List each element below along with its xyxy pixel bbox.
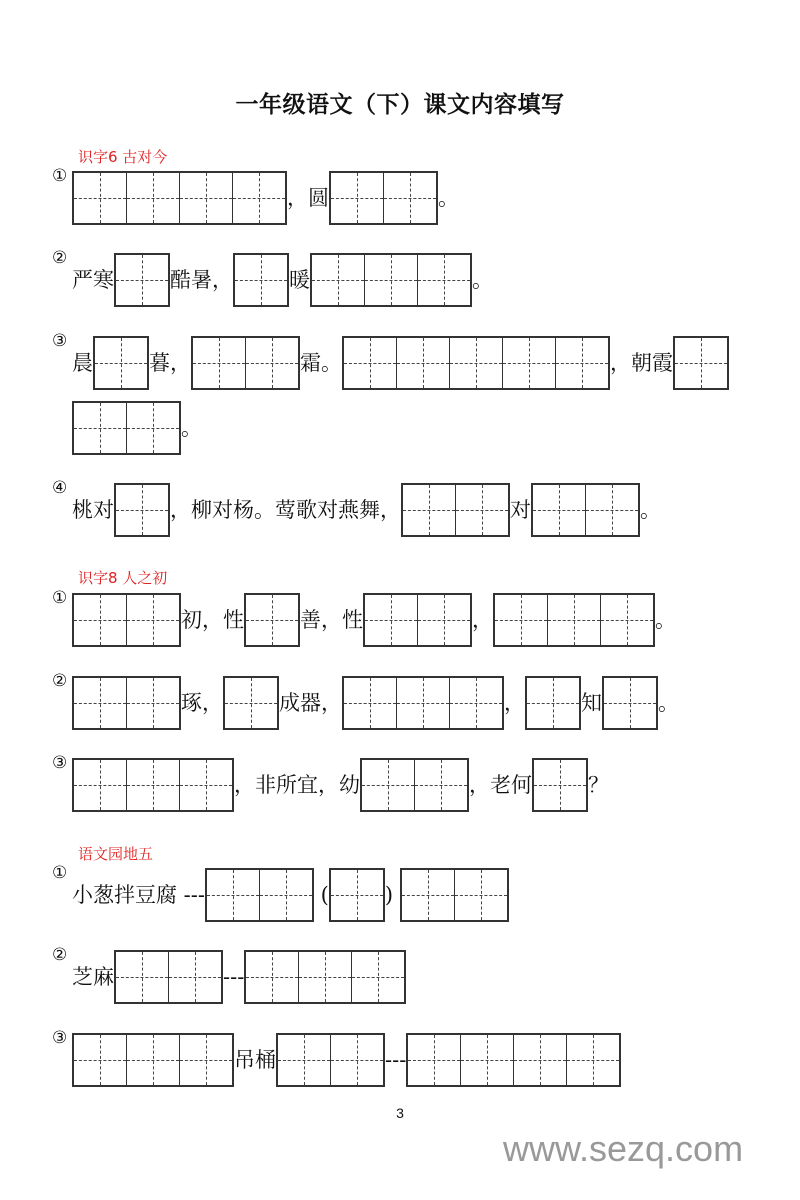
tianzige-cell[interactable] (408, 1035, 460, 1085)
tianzige-cell[interactable] (601, 595, 653, 645)
tianzige-cell[interactable] (246, 338, 298, 388)
tianzige-cell[interactable] (127, 173, 179, 223)
prompt-text: ，非所宜，幼 (234, 773, 360, 797)
prompt-text: 暮， (149, 351, 191, 375)
tianzige-cell[interactable] (397, 678, 449, 728)
page-title: 一年级语文（下）课文内容填写 (235, 92, 565, 118)
tianzige-cell[interactable] (127, 1035, 179, 1085)
tianzige-cell[interactable] (116, 952, 168, 1002)
item-number: ① (52, 166, 68, 186)
tianzige-cell[interactable] (74, 760, 126, 810)
writing-grid[interactable] (72, 401, 181, 455)
tianzige-cell[interactable] (397, 338, 449, 388)
character-box[interactable] (450, 678, 502, 728)
tianzige-cell[interactable] (127, 760, 179, 810)
tianzige-cell[interactable] (450, 338, 502, 388)
character-box[interactable] (455, 870, 507, 920)
character-box[interactable] (312, 255, 365, 305)
writing-grid[interactable] (72, 593, 181, 647)
character-box[interactable] (415, 760, 467, 810)
exercise-line (52, 1028, 621, 1088)
character-box[interactable] (397, 338, 450, 388)
character-box[interactable] (675, 338, 727, 388)
tianzige-cell[interactable] (260, 870, 312, 920)
writing-grid[interactable] (72, 758, 234, 812)
character-box[interactable] (95, 338, 147, 388)
tianzige-cell[interactable] (548, 595, 600, 645)
character-box[interactable] (127, 403, 179, 453)
character-box[interactable] (180, 1035, 232, 1085)
character-box[interactable] (180, 760, 232, 810)
writing-grid[interactable] (72, 1033, 234, 1087)
tianzige-cell[interactable] (461, 1035, 513, 1085)
prompt-text: 桃对 (72, 498, 114, 522)
tianzige-cell[interactable] (180, 173, 232, 223)
tianzige-cell[interactable] (586, 485, 638, 535)
character-box[interactable] (180, 173, 233, 223)
character-box[interactable] (331, 173, 384, 223)
writing-grid[interactable] (493, 593, 655, 647)
tianzige-cell[interactable] (604, 678, 656, 728)
character-box[interactable] (331, 870, 383, 920)
exercise-line (52, 331, 729, 391)
writing-grid[interactable] (191, 336, 300, 390)
tianzige-cell[interactable] (127, 595, 179, 645)
item-number: ② (52, 945, 68, 965)
item-number: ① (52, 863, 68, 883)
character-box[interactable] (604, 678, 656, 728)
character-box[interactable] (278, 1035, 331, 1085)
writing-grid[interactable] (360, 758, 469, 812)
character-box[interactable] (344, 678, 397, 728)
writing-grid[interactable] (244, 593, 300, 647)
character-box[interactable] (403, 485, 456, 535)
tianzige-cell[interactable] (74, 173, 126, 223)
writing-grid[interactable] (532, 758, 588, 812)
prompt-text: 酷暑， (170, 268, 233, 292)
tianzige-cell[interactable] (362, 760, 414, 810)
tianzige-cell[interactable] (352, 952, 404, 1002)
tianzige-cell[interactable] (312, 255, 364, 305)
character-box[interactable] (116, 255, 168, 305)
writing-grid[interactable] (400, 868, 509, 922)
character-box[interactable] (548, 595, 601, 645)
prompt-text: 小葱拌豆腐 --- (72, 883, 205, 907)
character-box[interactable] (127, 678, 179, 728)
tianzige-cell[interactable] (567, 1035, 619, 1085)
character-box[interactable] (246, 338, 298, 388)
item-number: ③ (52, 753, 68, 773)
writing-grid[interactable] (329, 868, 385, 922)
character-box[interactable] (384, 173, 436, 223)
character-box[interactable] (450, 338, 503, 388)
prompt-text: ，朝霞 (610, 351, 673, 375)
prompt-text: 琢， (181, 691, 223, 715)
watermark: www.sezq.com (503, 1128, 744, 1169)
writing-grid[interactable] (244, 950, 406, 1004)
character-box[interactable] (397, 678, 450, 728)
character-box[interactable] (116, 485, 168, 535)
character-box[interactable] (418, 255, 470, 305)
writing-grid[interactable] (531, 483, 640, 537)
tianzige-cell[interactable] (415, 760, 467, 810)
character-box[interactable] (331, 1035, 383, 1085)
tianzige-cell[interactable] (403, 485, 455, 535)
character-box[interactable] (365, 255, 418, 305)
tianzige-cell[interactable] (74, 595, 126, 645)
tianzige-cell[interactable] (246, 595, 298, 645)
prompt-text: ， (472, 608, 493, 632)
prompt-text: ， (504, 691, 525, 715)
prompt-text: ) (384, 883, 400, 907)
tianzige-cell[interactable] (495, 595, 547, 645)
prompt-text: 。 (472, 268, 493, 292)
tianzige-cell[interactable] (74, 1035, 126, 1085)
writing-grid[interactable] (114, 483, 170, 537)
prompt-text: --- (223, 965, 245, 989)
writing-grid[interactable] (602, 676, 658, 730)
tianzige-cell[interactable] (180, 1035, 232, 1085)
prompt-text: ，圆 (287, 186, 329, 210)
exercise-line (52, 863, 509, 923)
prompt-text: 芝麻 (72, 965, 114, 989)
character-box[interactable] (193, 338, 246, 388)
tianzige-cell[interactable] (675, 338, 727, 388)
tianzige-cell[interactable] (246, 952, 298, 1002)
character-box[interactable] (74, 760, 127, 810)
tianzige-cell[interactable] (514, 1035, 566, 1085)
character-box[interactable] (601, 595, 653, 645)
prompt-text: 。 (640, 498, 661, 522)
tianzige-cell[interactable] (456, 485, 508, 535)
tianzige-cell[interactable] (344, 678, 396, 728)
character-box[interactable] (246, 595, 298, 645)
writing-grid[interactable] (525, 676, 581, 730)
prompt-text: 。 (438, 186, 459, 210)
prompt-text: 对 (510, 498, 531, 522)
writing-grid[interactable] (72, 676, 181, 730)
writing-grid[interactable] (93, 336, 149, 390)
prompt-text: --- (385, 1048, 407, 1072)
character-box[interactable] (74, 173, 127, 223)
item-number: ③ (52, 1028, 68, 1048)
character-box[interactable] (207, 870, 260, 920)
character-box[interactable] (344, 338, 397, 388)
exercise-line (52, 166, 459, 226)
character-box[interactable] (402, 870, 455, 920)
tianzige-cell[interactable] (127, 403, 179, 453)
character-box[interactable] (127, 595, 179, 645)
character-box[interactable] (127, 760, 180, 810)
character-box[interactable] (235, 255, 287, 305)
writing-grid[interactable] (329, 171, 438, 225)
character-box[interactable] (74, 595, 127, 645)
page-number: 3 (396, 1105, 404, 1121)
exercise-line (52, 753, 609, 813)
writing-grid[interactable] (401, 483, 510, 537)
character-box[interactable] (233, 173, 285, 223)
character-box[interactable] (456, 485, 508, 535)
tianzige-cell[interactable] (299, 952, 351, 1002)
tianzige-cell[interactable] (225, 678, 277, 728)
writing-grid[interactable] (342, 676, 504, 730)
tianzige-cell[interactable] (455, 870, 507, 920)
writing-grid[interactable] (673, 336, 729, 390)
prompt-text: ，柳对杨。莺歌对燕舞， (170, 498, 401, 522)
prompt-text: ？ (588, 773, 609, 797)
character-box[interactable] (246, 952, 299, 1002)
tianzige-cell[interactable] (344, 338, 396, 388)
character-box[interactable] (260, 870, 312, 920)
tianzige-cell[interactable] (556, 338, 608, 388)
character-box[interactable] (127, 1035, 180, 1085)
tianzige-cell[interactable] (95, 338, 147, 388)
tianzige-cell[interactable] (127, 678, 179, 728)
exercise-line (52, 588, 676, 648)
prompt-text: 。 (658, 691, 679, 715)
writing-grid[interactable] (223, 676, 279, 730)
writing-grid[interactable] (406, 1033, 621, 1087)
character-box[interactable] (74, 678, 127, 728)
tianzige-cell[interactable] (116, 485, 168, 535)
writing-grid[interactable] (114, 950, 223, 1004)
prompt-text: ，老何 (469, 773, 532, 797)
tianzige-cell[interactable] (365, 595, 417, 645)
tianzige-cell[interactable] (365, 255, 417, 305)
item-number: ④ (52, 478, 68, 498)
tianzige-cell[interactable] (74, 403, 126, 453)
character-box[interactable] (352, 952, 404, 1002)
tianzige-cell[interactable] (278, 1035, 330, 1085)
writing-grid[interactable] (310, 253, 472, 307)
exercise-line (52, 400, 202, 456)
tianzige-cell[interactable] (384, 173, 436, 223)
tianzige-cell[interactable] (116, 255, 168, 305)
character-box[interactable] (586, 485, 638, 535)
item-number: ② (52, 671, 68, 691)
character-box[interactable] (127, 173, 180, 223)
writing-grid[interactable] (342, 336, 610, 390)
tianzige-cell[interactable] (527, 678, 579, 728)
character-box[interactable] (556, 338, 608, 388)
character-box[interactable] (408, 1035, 461, 1085)
character-box[interactable] (503, 338, 556, 388)
character-box[interactable] (362, 760, 415, 810)
section-heading-lesson6: 识字6 古对今 (78, 148, 168, 166)
character-box[interactable] (533, 485, 586, 535)
tianzige-cell[interactable] (207, 870, 259, 920)
character-box[interactable] (74, 1035, 127, 1085)
prompt-text: 初，性 (181, 608, 244, 632)
tianzige-cell[interactable] (418, 595, 470, 645)
item-number: ③ (52, 331, 68, 351)
prompt-text: 吊桶 (234, 1048, 276, 1072)
tianzige-cell[interactable] (533, 485, 585, 535)
character-box[interactable] (567, 1035, 619, 1085)
character-box[interactable] (116, 952, 169, 1002)
character-box[interactable] (514, 1035, 567, 1085)
prompt-text: 严寒 (72, 268, 114, 292)
prompt-text: 霜。 (300, 351, 342, 375)
prompt-text: 。 (181, 416, 202, 440)
exercise-line (52, 945, 406, 1005)
prompt-text: 。 (655, 608, 676, 632)
character-box[interactable] (418, 595, 470, 645)
exercise-line (52, 248, 493, 308)
prompt-text: 成器， (279, 691, 342, 715)
exercise-line (52, 671, 679, 731)
character-box[interactable] (74, 403, 127, 453)
tianzige-cell[interactable] (450, 678, 502, 728)
tianzige-cell[interactable] (534, 760, 586, 810)
tianzige-cell[interactable] (331, 173, 383, 223)
tianzige-cell[interactable] (402, 870, 454, 920)
writing-grid[interactable] (72, 171, 287, 225)
prompt-text: ( (313, 883, 329, 907)
tianzige-cell[interactable] (180, 760, 232, 810)
tianzige-cell[interactable] (233, 173, 285, 223)
tianzige-cell[interactable] (235, 255, 287, 305)
tianzige-cell[interactable] (169, 952, 221, 1002)
tianzige-cell[interactable] (193, 338, 245, 388)
tianzige-cell[interactable] (331, 870, 383, 920)
tianzige-cell[interactable] (331, 1035, 383, 1085)
prompt-text: 知 (581, 691, 602, 715)
section-heading-lesson8: 识字8 人之初 (78, 569, 168, 587)
prompt-text: 晨 (72, 351, 93, 375)
item-number: ① (52, 588, 68, 608)
writing-grid[interactable] (276, 1033, 385, 1087)
tianzige-cell[interactable] (418, 255, 470, 305)
writing-grid[interactable] (114, 253, 170, 307)
character-box[interactable] (169, 952, 221, 1002)
tianzige-cell[interactable] (503, 338, 555, 388)
character-box[interactable] (461, 1035, 514, 1085)
prompt-text: 暖 (289, 268, 310, 292)
character-box[interactable] (527, 678, 579, 728)
character-box[interactable] (365, 595, 418, 645)
exercise-line (52, 478, 661, 538)
prompt-text: 善，性 (300, 608, 363, 632)
character-box[interactable] (225, 678, 277, 728)
item-number: ② (52, 248, 68, 268)
writing-grid[interactable] (233, 253, 289, 307)
character-box[interactable] (534, 760, 586, 810)
character-box[interactable] (299, 952, 352, 1002)
writing-grid[interactable] (363, 593, 472, 647)
tianzige-cell[interactable] (74, 678, 126, 728)
section-heading-garden5: 语文园地五 (78, 845, 154, 863)
character-box[interactable] (495, 595, 548, 645)
writing-grid[interactable] (205, 868, 314, 922)
